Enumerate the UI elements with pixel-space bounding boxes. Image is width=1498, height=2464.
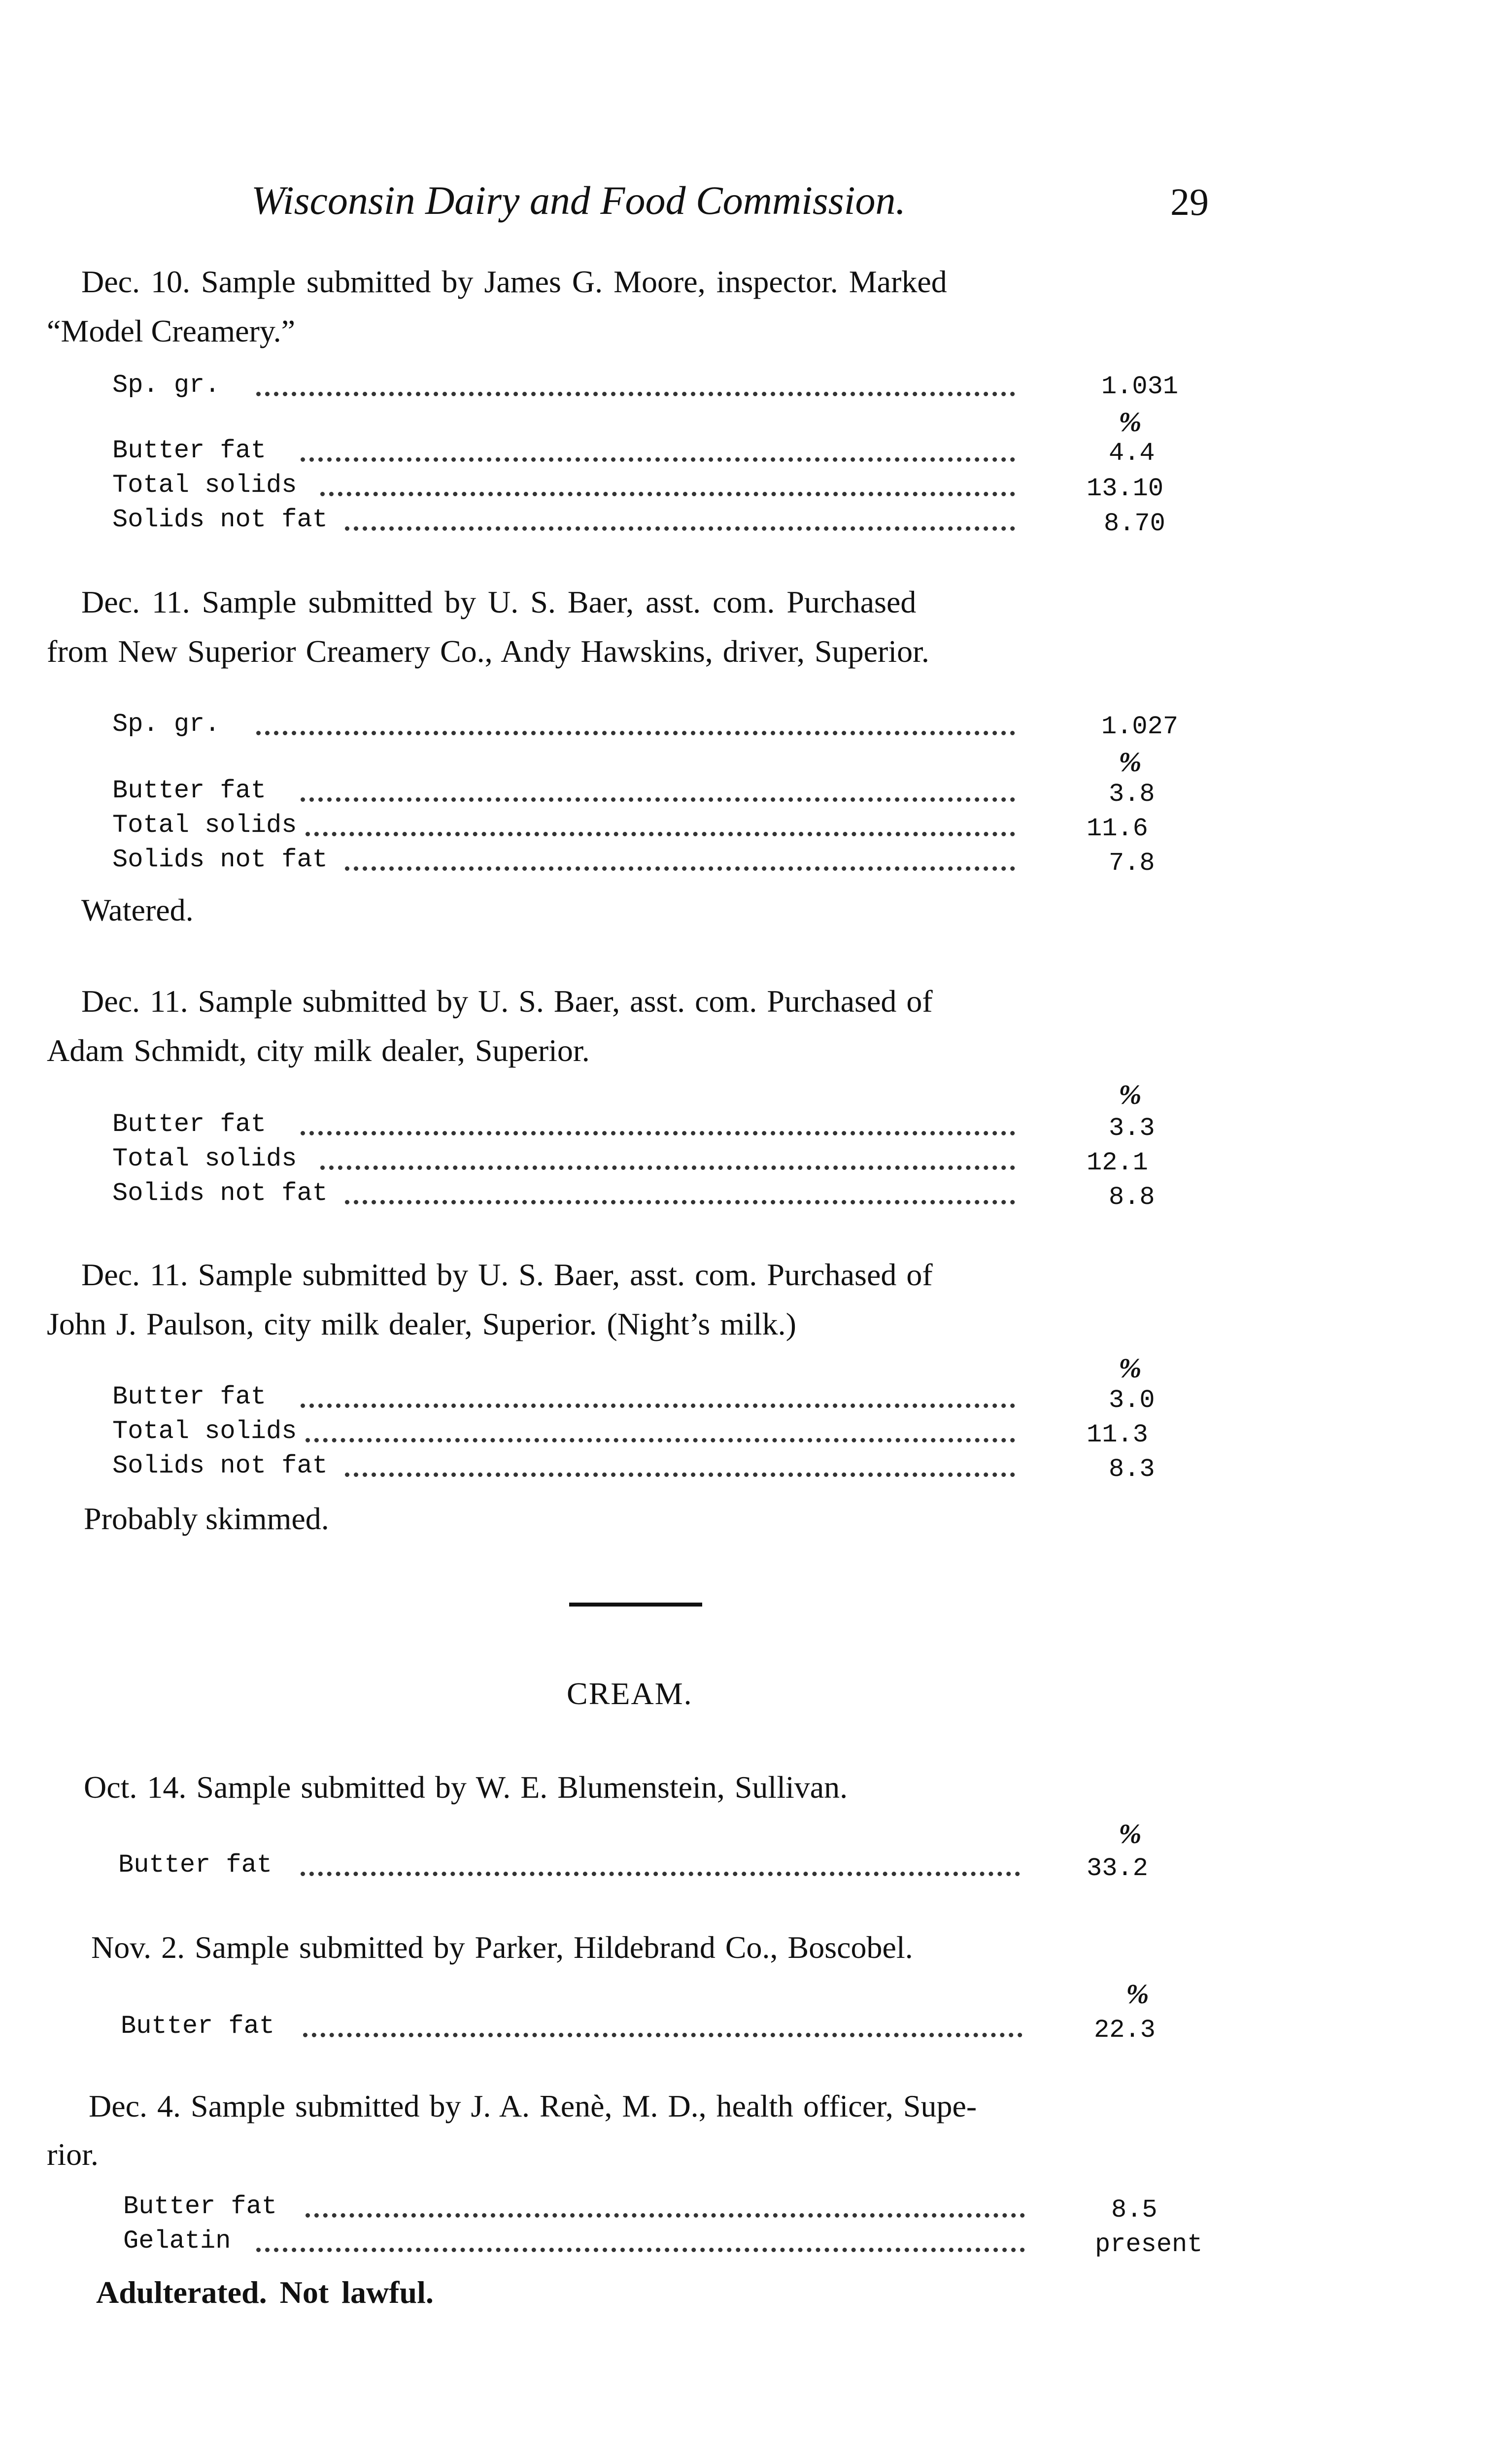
- entry-1-row-label: Butter fat: [112, 436, 267, 465]
- leader-dots: [345, 866, 1015, 871]
- section-divider: [569, 1603, 702, 1607]
- cream-entry-3-line-2: rior.: [47, 2137, 99, 2172]
- entry-3-line-2: Adam Schmidt, city milk dealer, Superior.: [47, 1033, 590, 1068]
- leader-dots: [345, 1472, 1015, 1477]
- entry-2-row-value: 7.8: [1109, 849, 1155, 878]
- entry-4-row-label: Butter fat: [112, 1382, 267, 1411]
- entry-1-line-2: “Model Creamery.”: [47, 313, 296, 348]
- cream-entry-2-row-label: Butter fat: [121, 2012, 275, 2041]
- leader-dots: [301, 797, 1015, 802]
- entry-2-row-label: Solids not fat: [112, 845, 328, 874]
- leader-dots: [256, 392, 1015, 396]
- leader-dots: [345, 526, 1015, 531]
- leader-dots: [306, 832, 1015, 836]
- entry-1-row-label: Sp. gr.: [112, 371, 220, 400]
- page-number: 29: [1170, 180, 1209, 223]
- cream-entry-2-row-value: 22.3: [1094, 2016, 1156, 2045]
- leader-dots: [301, 457, 1015, 462]
- percent-sign: %: [1126, 1979, 1149, 2010]
- leader-dots: [345, 1200, 1015, 1204]
- entry-4-row-value: 8.3: [1109, 1455, 1155, 1484]
- entry-4-line-2: John J. Paulson, city milk dealer, Superior. (Night’s milk.): [47, 1306, 796, 1341]
- entry-2-row-label: Total solids: [112, 811, 297, 840]
- entry-2-row-label: Butter fat: [112, 776, 267, 805]
- entry-2-row-label: Sp. gr.: [112, 710, 220, 739]
- entry-3-row-label: Butter fat: [112, 1110, 267, 1139]
- entry-1-row-label: Solids not fat: [112, 505, 328, 534]
- leader-dots: [301, 1872, 1020, 1876]
- entry-4-row-value: 3.0: [1109, 1386, 1155, 1415]
- entry-3-row-label: Solids not fat: [112, 1179, 328, 1208]
- cream-entry-3-row-label: Butter fat: [123, 2192, 277, 2221]
- cream-entry-1-row-label: Butter fat: [118, 1850, 272, 1880]
- cream-entry-1-line-1: Oct. 14. Sample submitted by W. E. Blumenstein, Sullivan.: [84, 1770, 848, 1805]
- leader-dots: [320, 1165, 1015, 1170]
- entry-4-row-label: Total solids: [112, 1417, 297, 1446]
- section-heading: CREAM.: [567, 1676, 693, 1711]
- cream-entry-3-row-value: 8.5: [1111, 2195, 1158, 2224]
- cream-entry-3-note: Adulterated. Not lawful.: [96, 2275, 434, 2310]
- entry-1-row-value: 4.4: [1109, 439, 1155, 468]
- entry-1-row-value: 13.10: [1087, 474, 1164, 503]
- entry-4-row-label: Solids not fat: [112, 1451, 328, 1480]
- entry-1-row-label: Total solids: [112, 471, 297, 500]
- entry-2-line-1: Dec. 11. Sample submitted by U. S. Baer, asst. com. Purchased: [81, 584, 917, 619]
- entry-4-note: Probably skimmed.: [84, 1501, 329, 1536]
- entry-2-note: Watered.: [81, 892, 194, 927]
- cream-entry-3-row-label: Gelatin: [123, 2226, 231, 2256]
- entry-4-line-1: Dec. 11. Sample submitted by U. S. Baer, asst. com. Purchased of: [81, 1257, 933, 1292]
- leader-dots: [320, 492, 1015, 496]
- entry-4-row-value: 11.3: [1087, 1420, 1148, 1449]
- leader-dots: [301, 1131, 1015, 1135]
- leader-dots: [256, 731, 1015, 735]
- percent-sign: %: [1119, 1080, 1142, 1110]
- entry-3-row-value: 3.3: [1109, 1114, 1155, 1143]
- leader-dots: [303, 2033, 1022, 2037]
- percent-sign: %: [1119, 1819, 1142, 1849]
- entry-1-row-value: 1.031: [1101, 372, 1179, 401]
- entry-3-row-label: Total solids: [112, 1144, 297, 1173]
- entry-3-line-1: Dec. 11. Sample submitted by U. S. Baer, asst. com. Purchased of: [81, 984, 933, 1019]
- cream-entry-2-line-1: Nov. 2. Sample submitted by Parker, Hildebrand Co., Boscobel.: [91, 1930, 913, 1965]
- leader-dots: [306, 2213, 1025, 2218]
- entry-1-row-value: 8.70: [1104, 509, 1165, 538]
- leader-dots: [306, 1438, 1015, 1442]
- entry-3-row-value: 12.1: [1087, 1148, 1148, 1177]
- entry-2-row-value: 1.027: [1101, 712, 1179, 741]
- running-head: Wisconsin Dairy and Food Commission.: [251, 178, 906, 223]
- percent-sign: %: [1119, 1353, 1142, 1384]
- leader-dots: [301, 1403, 1015, 1408]
- entry-1-line-1: Dec. 10. Sample submitted by James G. Moore, inspector. Marked: [81, 264, 947, 299]
- entry-2-row-value: 3.8: [1109, 780, 1155, 809]
- entry-3-row-value: 8.8: [1109, 1183, 1155, 1212]
- cream-entry-1-row-value: 33.2: [1087, 1854, 1148, 1883]
- entry-2-row-value: 11.6: [1087, 814, 1148, 843]
- cream-entry-3-row-value: present: [1095, 2230, 1203, 2259]
- leader-dots: [256, 2248, 1025, 2252]
- cream-entry-3-line-1: Dec. 4. Sample submitted by J. A. Renè, M. D., health officer, Supe-: [89, 2088, 977, 2123]
- entry-2-line-2: from New Superior Creamery Co., Andy Hawskins, driver, Superior.: [47, 634, 929, 669]
- percent-sign: %: [1119, 407, 1142, 438]
- percent-sign: %: [1119, 747, 1142, 778]
